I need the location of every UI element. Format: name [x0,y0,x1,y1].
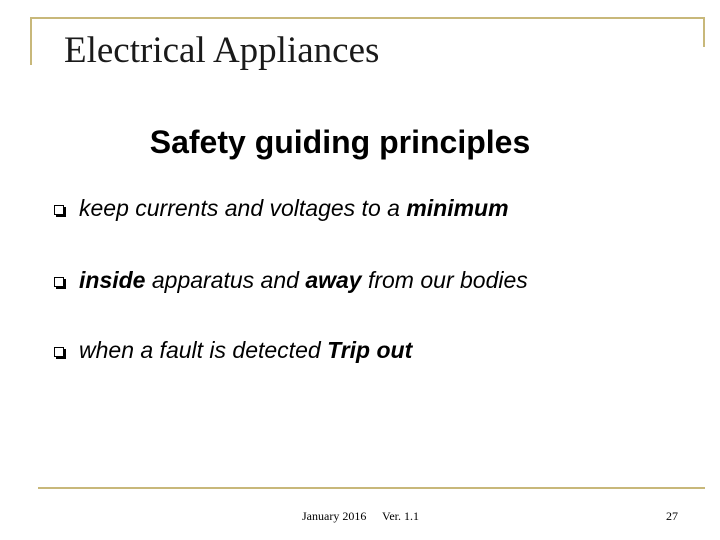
top-rule [30,17,705,19]
bullet-text-emphasis: away [305,267,362,293]
bullet-item-1 [54,192,509,224]
footer-date: January 2016 [302,509,367,523]
bullet-text-segment: from our bodies [361,267,528,293]
bullet-text-segment: when a fault is detected [79,337,328,363]
checkbox-bullet-icon [54,347,64,357]
bullet-text [79,264,528,296]
checkbox-bullet-icon [54,205,64,215]
bullet-item-3 [54,334,412,366]
footer-rule [38,487,705,489]
bullet-text-emphasis: Trip out [327,337,413,363]
bullet-text-emphasis: minimum [406,195,509,221]
page-number: 27 [666,509,678,523]
bullet-text [79,192,509,224]
bullet-item-2 [54,264,528,296]
checkbox-bullet-icon [54,277,64,287]
bullet-text-segment: keep currents and voltages to a [79,195,407,221]
slide-subtitle: Safety guiding principles [149,124,531,160]
bullet-text-emphasis: inside [79,267,146,293]
bullet-text-segment: apparatus and [145,267,306,293]
right-rule [703,17,705,47]
bullet-text [79,334,412,366]
slide-title: Electrical Appliances [64,30,380,71]
left-rule [30,17,32,65]
footer-version: Ver. 1.1 [382,509,419,523]
